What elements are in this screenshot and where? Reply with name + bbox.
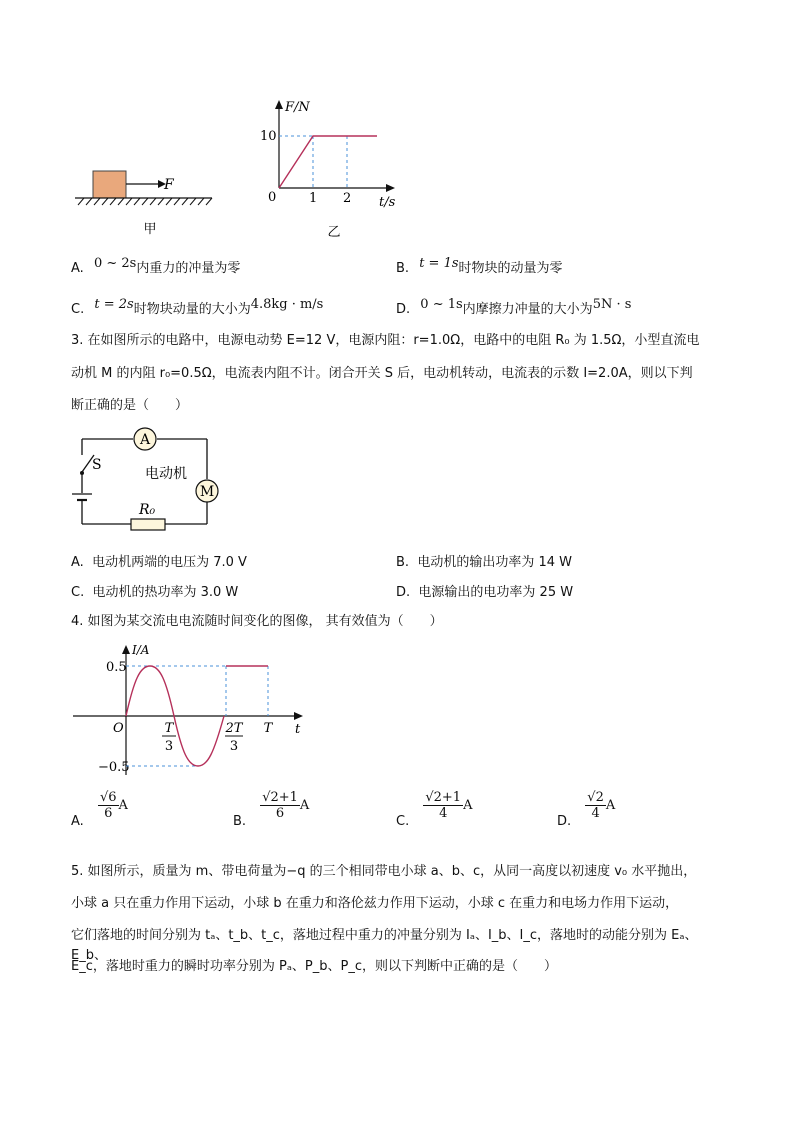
figure-jia — [70, 160, 220, 240]
y-tick-neg: −0.5 — [98, 760, 130, 775]
caption-jia: 甲 — [143, 222, 157, 237]
y-axis-label: I/A — [132, 643, 150, 657]
q2-option-d: D. 0 ~ 1s内摩擦力冲量的大小为5N · s — [396, 297, 632, 317]
q4-stem: 4. 如图为某交流电电流随时间变化的图像， 其有效值为（ ） — [71, 614, 443, 629]
x-axis-label: t/s — [379, 195, 396, 210]
circuit-diagram — [65, 425, 235, 535]
q2-option-b: B. t = 1s时物块的动量为零 — [396, 256, 563, 276]
q4-option-b: B. $\frac{√2+1}{6}$ A — [233, 790, 310, 829]
ammeter-label: A — [139, 432, 151, 448]
q4-option-d: D. $\frac{√2}{4}$ A — [557, 790, 616, 829]
q4-option-c: C. $\frac{√2+1}{4}$ A — [396, 790, 473, 829]
resistor-label: R₀ — [139, 502, 156, 518]
q3-option-b: B. 电动机的输出功率为 14 W — [396, 555, 572, 570]
caption-yi: 乙 — [327, 225, 341, 240]
force-curve — [279, 136, 377, 188]
motor-label: 电动机 — [145, 466, 187, 482]
x-axis-label: t — [295, 722, 301, 737]
origin-label: 0 — [268, 190, 277, 205]
x-tick-2: 2 — [343, 191, 352, 206]
q5-line-4: E_c，落地时重力的瞬时功率分别为 Pₐ、P_b、P_c，则以下判断中正确的是（ ） — [71, 959, 558, 974]
q4-option-a: A. $\frac{√6}{6}$ A — [71, 790, 128, 829]
q3-line-2: 动机 M 的内阻 r₀=0.5Ω，电流表内阻不计。闭合开关 S 后，电动机转动，电流表的示数 I=2.0A，则以下判 — [71, 366, 693, 381]
current-time-graph — [68, 640, 318, 780]
y-tick-10: 10 — [260, 129, 277, 144]
force-label: F — [164, 177, 174, 193]
tick-T: T — [263, 721, 273, 736]
switch-label: S — [92, 457, 102, 473]
tick-2t3-num: 2T — [225, 721, 243, 736]
q2-option-a: A. 0 ~ 2s内重力的冲量为零 — [71, 256, 241, 276]
tick-t3-num: T — [164, 721, 174, 736]
origin-label: O — [113, 721, 124, 736]
q3-option-c: C. 电动机的热功率为 3.0 W — [71, 585, 239, 600]
q2-option-c: C. t = 2s时物块动量的大小为4.8kg · m/s — [71, 297, 324, 317]
q3-option-a: A. 电动机两端的电压为 7.0 V — [71, 555, 247, 570]
motor-symbol: M — [199, 484, 215, 500]
tick-t3-den: 3 — [164, 739, 174, 754]
q5-line-2: 小球 a 只在重力作用下运动，小球 b 在重力和洛伦兹力作用下运动，小球 c 在重力和电场力作用下运动， — [71, 896, 679, 911]
tick-2t3-den: 3 — [229, 739, 239, 754]
y-tick-pos: 0.5 — [106, 660, 127, 675]
q5-line-1: 5. 如图所示，质量为 m、带电荷量为−q 的三个相同带电小球 a、b、c，从同一高度以初速度 v₀ 水平抛出， — [71, 864, 697, 879]
block — [93, 171, 126, 198]
resistor — [131, 519, 165, 530]
q3-line-3: 断正确的是（ ） — [71, 398, 189, 413]
q3-option-d: D. 电源输出的电功率为 25 W — [396, 585, 574, 600]
q5-line-3: 它们落地的时间分别为 tₐ、t_b、t_c，落地过程中重力的冲量分别为 Iₐ、I_b、I_c，落地时的动能分别为 Eₐ、E_b、 — [71, 928, 698, 963]
q3-line-1: 3. 在如图所示的电路中，电源电动势 E=12 V，电源内阻：r=1.0Ω，电路中的电阻 R₀ 为 1.5Ω，小型直流电 — [71, 333, 700, 348]
x-tick-1: 1 — [309, 191, 318, 206]
y-axis-label: F/N — [285, 100, 310, 115]
figure-yi — [255, 95, 405, 245]
